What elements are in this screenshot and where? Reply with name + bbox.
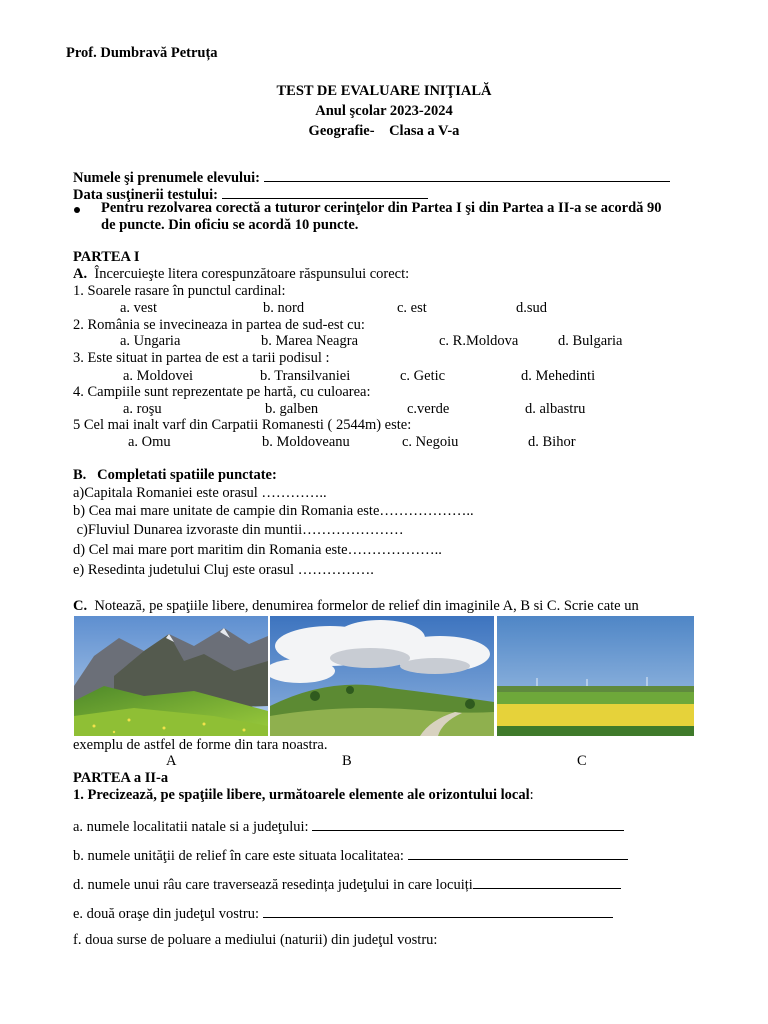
local-item-f (73, 932, 437, 949)
q4-option-c[interactable]: c.verde (407, 401, 450, 417)
fill-item-b[interactable]: b) Cea mai mare unitate de campie din Romania este……………….. (73, 503, 474, 519)
image-label-c: C (577, 753, 587, 769)
section-a-letter: A. (73, 266, 88, 282)
q5-option-d[interactable]: d. Bihor (528, 434, 576, 450)
local-item-f-label: f. doua surse de poluare a mediului (naturii) din judeţul vostru: (73, 932, 438, 948)
q4-option-a[interactable]: a. roşu (123, 401, 162, 417)
local-item-d (73, 874, 621, 894)
image-label-b: B (342, 753, 352, 769)
q2-option-b[interactable]: b. Marea Neagra (261, 333, 359, 349)
section-a-instruction: Încercuieşte litera corespunzătoare răspunsului corect: (94, 266, 410, 282)
q3-option-b[interactable]: b. Transilvaniei (260, 368, 351, 384)
test-date-label: Data susţinerii testului: (73, 187, 218, 203)
local-item-d-field[interactable] (473, 874, 621, 889)
plain-landscape-image (497, 616, 694, 736)
student-name-label: Numele şi prenumele elevului: (73, 170, 261, 186)
instructions-line-1: Pentru rezolvarea corectă a tuturor cerinţelor din Partea I şi din Partea a II-a se acordă 90 (101, 200, 662, 216)
test-title: TEST DE EVALUARE INIŢIALĂ (276, 83, 492, 99)
section-b-instruction: Completati spatiile punctate: (97, 467, 277, 483)
question-3: 3. Este situat in partea de est a tarii podisul : (73, 350, 330, 366)
local-item-b-field[interactable] (408, 845, 628, 860)
part1-title: PARTEA I (73, 249, 140, 265)
q5-option-c[interactable]: c. Negoiu (402, 434, 459, 450)
q5-option-b[interactable]: b. Moldoveanu (262, 434, 350, 450)
local-item-a (73, 816, 624, 836)
local-item-a-field[interactable] (312, 816, 624, 831)
q4-option-b[interactable]: b. galben (265, 401, 319, 417)
question-2: 2. România se invecineaza in partea de sud-est cu: (73, 317, 365, 333)
local-item-b-label: b. numele unităţii de relief în care este situata localitatea: (73, 848, 404, 864)
q1-option-d[interactable]: d.sud (516, 300, 548, 316)
fill-item-e[interactable]: e) Resedinta judetului Cluj este orasul ……………. (73, 562, 374, 578)
section-c-instruction-cont: exemplu de astfel de forme din tara noastra. (73, 737, 328, 753)
q2-option-d[interactable]: d. Bulgaria (558, 333, 623, 349)
test-date-field[interactable] (222, 184, 428, 199)
q3-option-c[interactable]: c. Getic (400, 368, 446, 384)
bullet-icon (74, 207, 80, 213)
fill-item-c[interactable]: c)Fluviul Dunarea izvoraste din muntii………………… (73, 522, 404, 538)
local-item-b (73, 845, 628, 865)
subject-class: Geografie- Clasa a V-a (308, 123, 460, 139)
instructions-line-2: de puncte. Din oficiu se acordă 10 puncte. (101, 217, 359, 233)
school-year: Anul şcolar 2023-2024 (315, 103, 453, 119)
local-item-a-label: a. numele localitatii natale si a judeţului: (73, 819, 309, 835)
local-item-d-label: d. numele unui râu care traversează resedința judeţului in care locuiți (73, 877, 473, 893)
mountain-landscape-image (74, 616, 268, 736)
part2-title: PARTEA a II-a (73, 770, 169, 786)
question-1: 1. Soarele rasare în punctul cardinal: (73, 283, 286, 299)
q1-option-a[interactable]: a. vest (120, 300, 158, 316)
q2-option-c[interactable]: c. R.Moldova (439, 333, 519, 349)
section-a-header (73, 266, 409, 283)
question-4: 4. Campiile sunt reprezentate pe hartă, cu culoarea: (73, 384, 371, 400)
question-5: 5 Cel mai inalt varf din Carpatii Romanesti ( 2544m) este: (73, 417, 412, 433)
local-item-e (73, 903, 613, 923)
author-name: Prof. Dumbravă Petruța (66, 45, 218, 61)
q5-option-a[interactable]: a. Omu (128, 434, 171, 450)
student-name-field[interactable] (264, 167, 670, 182)
section-c-instruction: Notează, pe spaţiile libere, denumirea formelor de relief din imaginile A, B si C. Scrie cate un (94, 598, 639, 614)
section-b-letter: B. (73, 467, 87, 483)
local-item-e-field[interactable] (263, 903, 613, 918)
q3-option-d[interactable]: d. Mehedinti (521, 368, 596, 384)
section-c-letter: C. (73, 598, 88, 614)
part2-question-1-text: 1. Precizează, pe spaţiile libere, următoarele elemente ale orizontului local (73, 787, 530, 803)
q2-option-a[interactable]: a. Ungaria (120, 333, 181, 349)
part2-question-1 (73, 787, 534, 804)
q3-option-a[interactable]: a. Moldovei (123, 368, 194, 384)
fill-item-a[interactable]: a)Capitala Romaniei este orasul ………….. (73, 485, 327, 501)
hill-landscape-image (270, 616, 494, 736)
q1-option-c[interactable]: c. est (397, 300, 427, 316)
section-b-header (73, 467, 277, 484)
image-label-a: A (166, 753, 177, 769)
q1-option-b[interactable]: b. nord (263, 300, 305, 316)
section-c-header (73, 598, 639, 615)
local-item-e-label: e. două oraşe din judeţul vostru: (73, 906, 260, 922)
fill-item-d[interactable]: d) Cel mai mare port maritim din Romania este……………….. (73, 542, 442, 558)
part2-question-1-colon: : (529, 787, 534, 803)
q4-option-d[interactable]: d. albastru (525, 401, 586, 417)
